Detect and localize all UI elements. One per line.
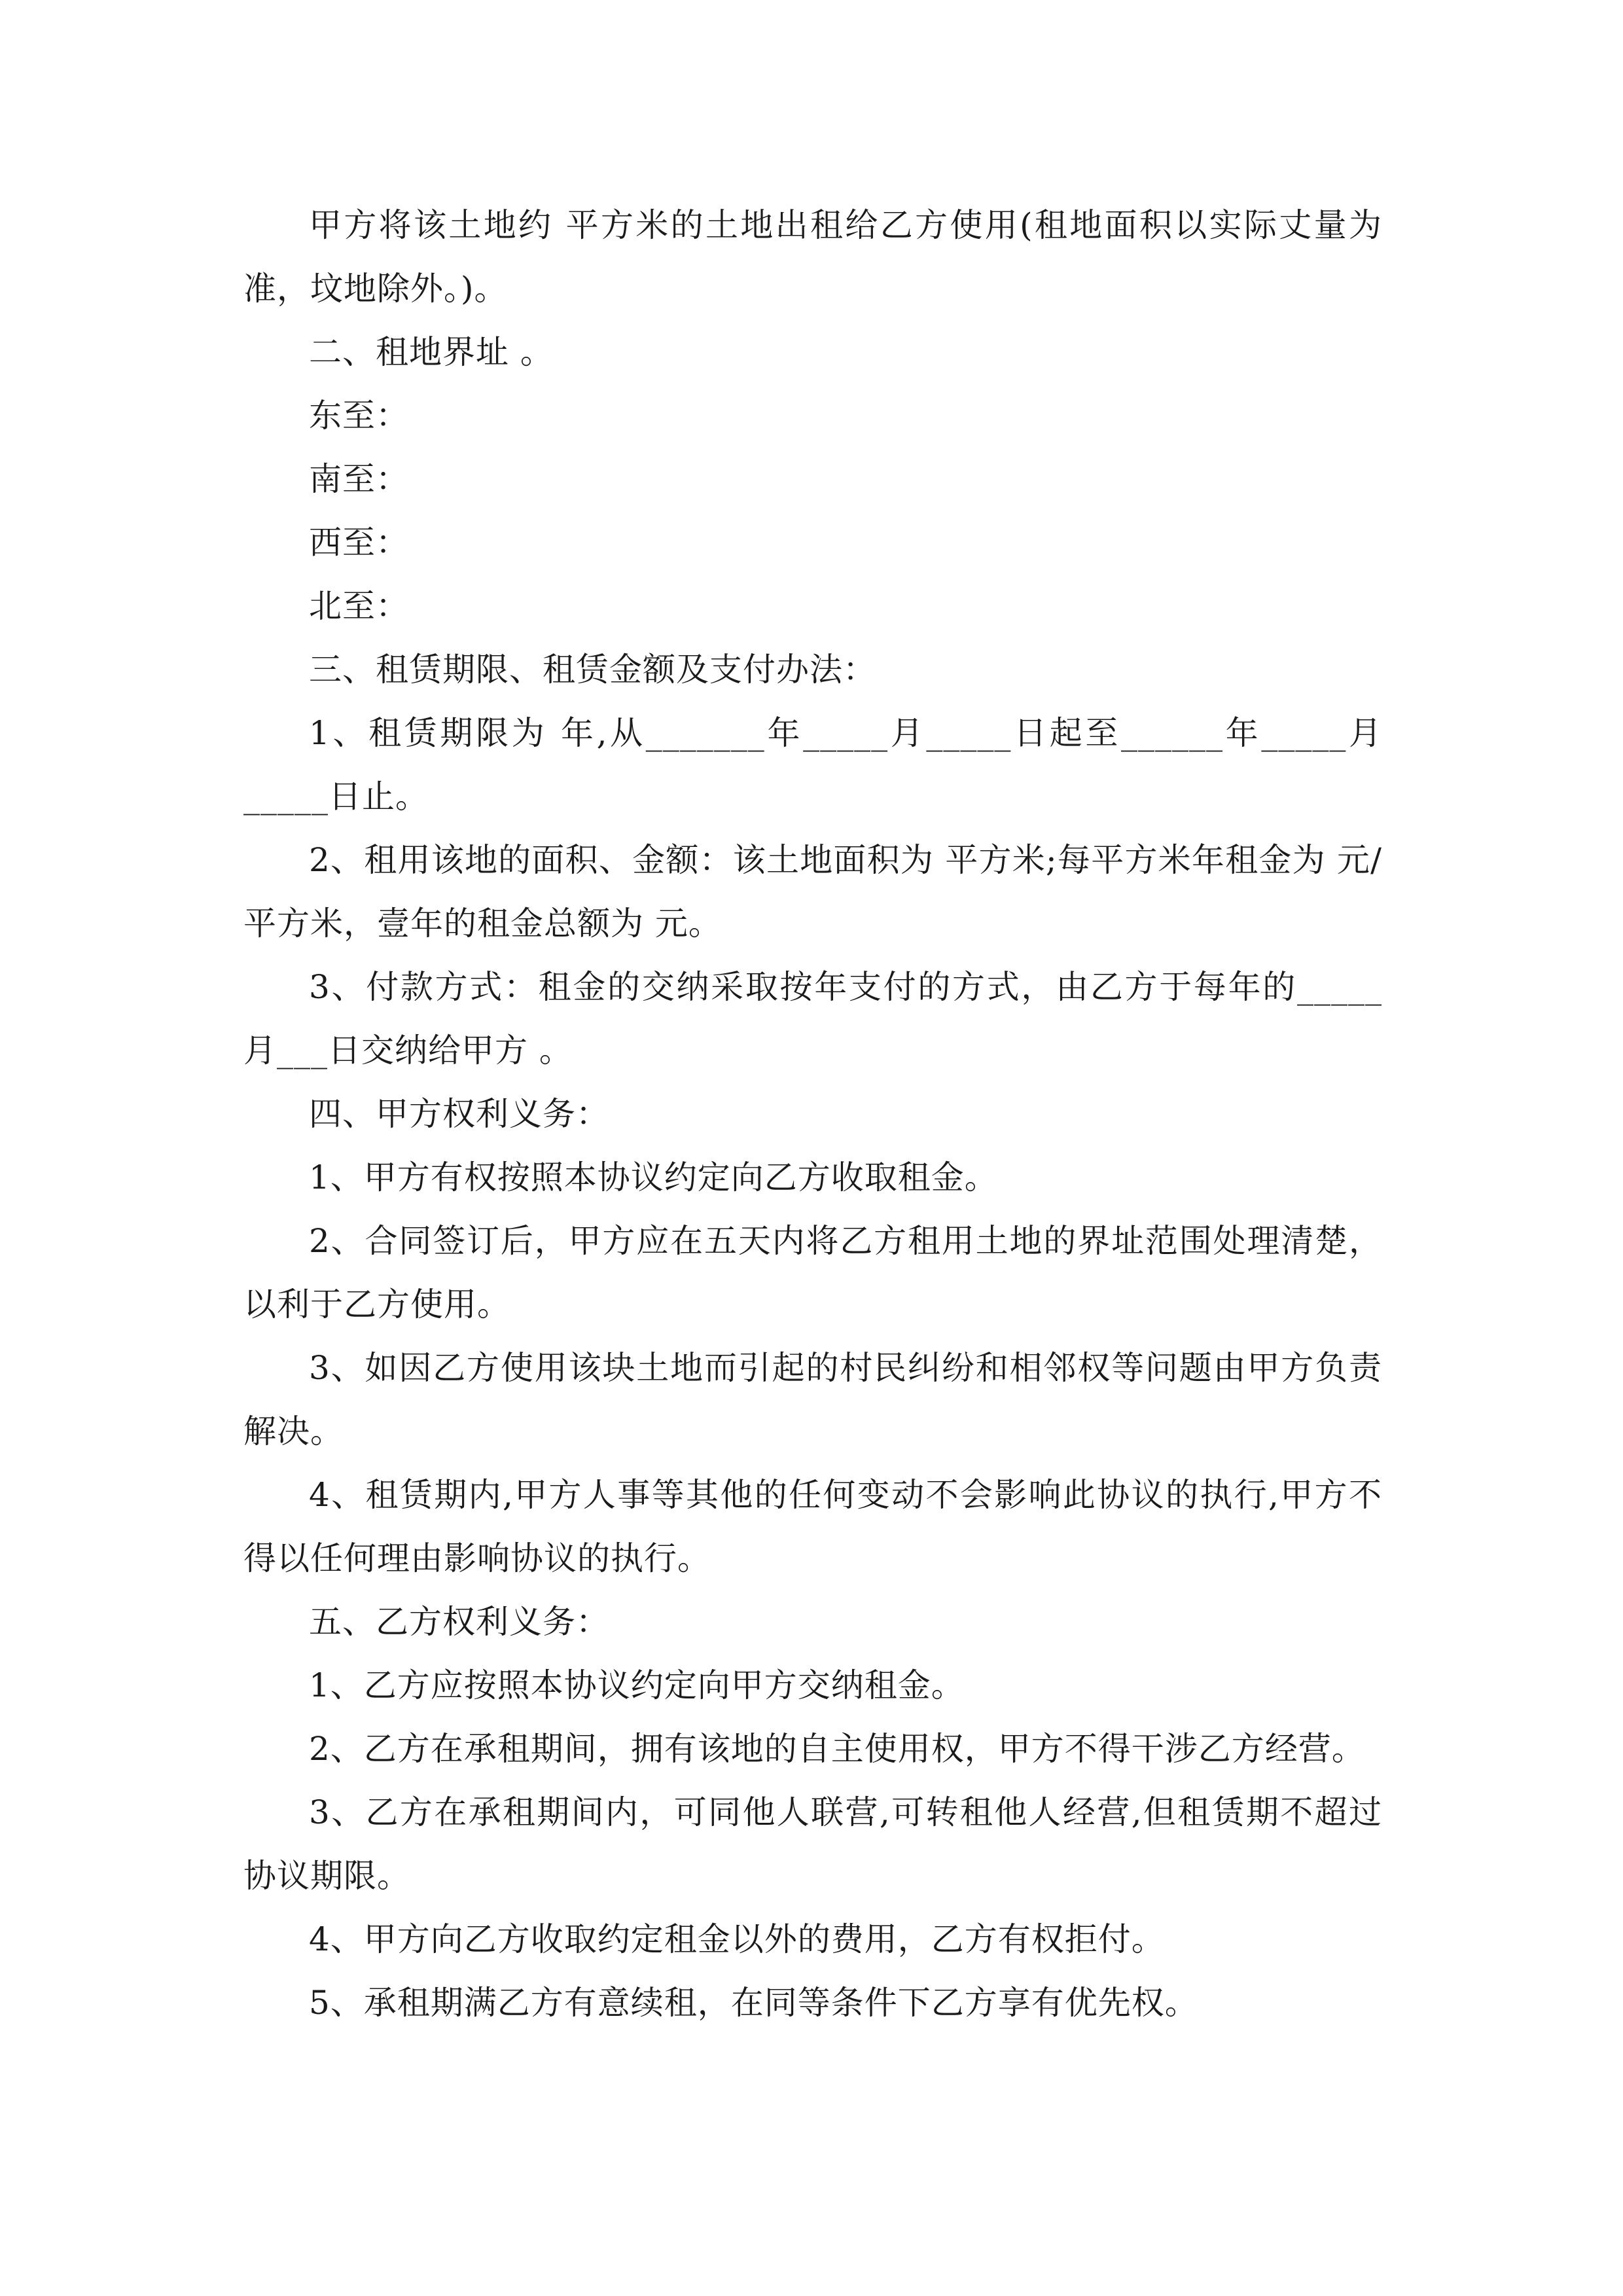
clause-party-a-1: 1、甲方有权按照本协议约定向乙方收取租金。 xyxy=(309,1158,998,1196)
clause-party-b-1: 1、乙方应按照本协议约定向甲方交纳租金。 xyxy=(309,1666,965,1704)
clause-party-b-5: 5、承租期满乙方有意续租，在同等条件下乙方享有优先权。 xyxy=(309,1984,1198,2022)
clause-party-b-3: 3、乙方在承租期间内，可同他人联营,可转租他人经营,但租赁期不超过协议期限。 xyxy=(243,1793,1382,1895)
clause-party-b-4: 4、甲方向乙方收取约定租金以外的费用，乙方有权拒付。 xyxy=(309,1920,1165,1958)
boundary-south: 南至： xyxy=(309,460,409,498)
clause-area-amount: 2、租用该地的面积、金额：该土地面积为 平方米;每平方米年租金为 元/平方米，壹年的租金总额为 元。 xyxy=(243,841,1382,942)
clause-party-a-4: 4、租赁期内,甲方人事等其他的任何变动不会影响此协议的执行,甲方不得以任何理由影响协议的执行。 xyxy=(243,1476,1382,1577)
clause-party-b-2: 2、乙方在承租期间，拥有该地的自主使用权，甲方不得干涉乙方经营。 xyxy=(309,1730,1365,1768)
clause-party-a-2: 2、合同签订后，甲方应在五天内将乙方租用土地的界址范围处理清楚，以利于乙方使用。 xyxy=(243,1222,1382,1323)
heading-lease-terms: 三、租赁期限、租赁金额及支付办法： xyxy=(309,651,876,689)
heading-land-boundary: 二、租地界址 。 xyxy=(309,333,554,371)
boundary-north: 北至： xyxy=(309,587,409,625)
clause-party-a-3: 3、如因乙方使用该块土地而引起的村民纠纷和相邻权等问题由甲方负责解决。 xyxy=(243,1349,1382,1450)
boundary-east: 东至： xyxy=(309,397,409,435)
boundary-west: 西至： xyxy=(309,524,409,562)
document-body xyxy=(243,194,1382,2035)
heading-party-b-rights: 五、乙方权利义务： xyxy=(309,1603,609,1641)
paragraph-land-area: 甲方将该土地约 平方米的土地出租给乙方使用(租地面积以实际丈量为准，坟地除外。)。 xyxy=(243,206,1382,308)
clause-lease-period: 1、租赁期限为 年,从_______年_____月_____日起至______年_____月_____日止。 xyxy=(243,714,1382,816)
clause-payment-method: 3、付款方式：租金的交纳采取按年支付的方式，由乙方于每年的_____月___日交纳给甲方 。 xyxy=(243,968,1382,1069)
heading-party-a-rights: 四、甲方权利义务： xyxy=(309,1095,609,1133)
